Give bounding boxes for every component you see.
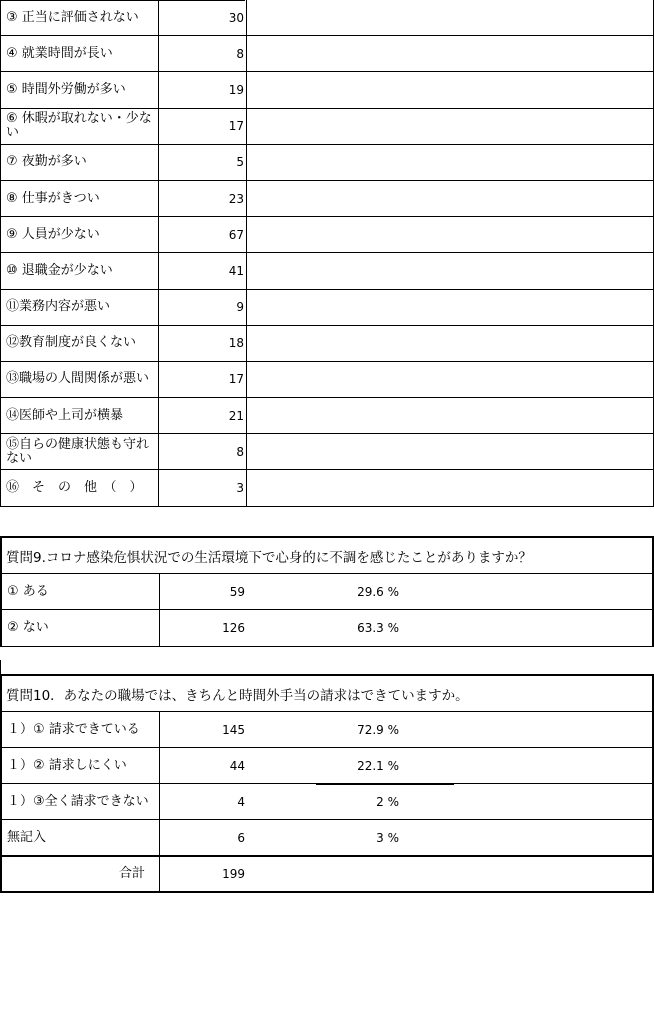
table-row xyxy=(0,72,654,108)
row-label: 無記入 xyxy=(2,820,160,855)
table-row xyxy=(0,470,654,506)
row-count: 59 xyxy=(229,584,245,599)
row-label: ⑮自らの健康状態も守れない xyxy=(1,434,159,469)
table-row xyxy=(0,217,654,253)
table-row xyxy=(0,362,654,398)
row-label: ⑦ 夜勤が多い xyxy=(1,145,159,180)
row-count: 145 xyxy=(222,722,245,737)
row-count: 126 xyxy=(222,621,245,635)
row-label: ⑬職場の人間関係が悪い xyxy=(1,362,159,397)
row-label: ④ 就業時間が長い xyxy=(1,36,159,71)
table-row xyxy=(2,610,652,646)
table-row xyxy=(0,181,654,217)
row-label: ⑤ 時間外労働が多い xyxy=(1,72,159,107)
row-count: 17 xyxy=(228,372,244,387)
table-row xyxy=(2,784,652,820)
row-count: 44 xyxy=(229,758,245,773)
row-count: 8 xyxy=(236,46,244,61)
row-percent: 3 % xyxy=(376,830,399,845)
table-row xyxy=(2,748,652,784)
row-label: １）② 請求しにくい xyxy=(2,748,160,783)
divider xyxy=(0,660,1,674)
table-row xyxy=(0,326,654,362)
table-row xyxy=(0,253,654,289)
table-row xyxy=(2,820,652,856)
table-row xyxy=(0,145,654,181)
total-count: 199 xyxy=(222,867,245,881)
row-label: ⑫教育制度が良くない xyxy=(1,326,159,361)
row-label: ⑯ そ の 他 （ ） xyxy=(1,470,159,505)
row-percent: 22.1 % xyxy=(357,758,399,773)
table-row xyxy=(0,0,654,36)
question9-table xyxy=(0,536,654,647)
row-count: 30 xyxy=(228,10,244,25)
row-count: 8 xyxy=(236,444,244,459)
row-label: ⑨ 人員が少ない xyxy=(1,217,159,252)
row-percent: 29.6 % xyxy=(357,584,399,599)
total-label: 合計 xyxy=(2,857,160,891)
row-count: 19 xyxy=(228,82,244,97)
row-count: 9 xyxy=(236,300,244,315)
row-count: 6 xyxy=(237,830,245,845)
table-row xyxy=(0,36,654,72)
row-label: ① ある xyxy=(2,574,160,609)
table-row xyxy=(0,434,654,470)
reasons-table xyxy=(0,0,654,507)
row-count: 3 xyxy=(236,481,244,496)
row-count: 4 xyxy=(237,794,245,809)
row-label: ⑩ 退職金が少ない xyxy=(1,253,159,288)
table-row xyxy=(0,109,654,145)
row-label: ⑧ 仕事がきつい xyxy=(1,181,159,216)
total-row xyxy=(2,856,652,891)
table-row xyxy=(0,290,654,326)
table-row xyxy=(2,712,652,748)
question9-title: 質問9.コロナ感染危惧状況での生活環境下で心身的に不調を感じたことがありますか？ xyxy=(2,538,652,574)
divider xyxy=(316,784,454,785)
row-count: 18 xyxy=(228,336,244,351)
table-row xyxy=(0,398,654,434)
row-label: ⑥ 休暇が取れない・少ない xyxy=(1,109,159,144)
row-label: ② ない xyxy=(2,610,160,646)
row-label: ⑪業務内容が悪い xyxy=(1,290,159,325)
row-label: ③ 正当に評価されない xyxy=(1,0,159,35)
row-percent: 2 % xyxy=(376,794,399,809)
question10-title: 質問10．あなたの職場では、きちんと時間外手当の請求はできていますか。 xyxy=(2,676,652,712)
row-label: １）① 請求できている xyxy=(2,712,160,747)
row-count: 21 xyxy=(228,408,244,423)
row-label: １）③全く請求できない xyxy=(2,784,160,819)
row-count: 17 xyxy=(228,119,244,134)
row-count: 41 xyxy=(228,263,244,278)
table-row xyxy=(2,574,652,610)
row-percent: 72.9 % xyxy=(357,722,399,737)
row-percent: 63.3 % xyxy=(357,621,399,635)
row-count: 23 xyxy=(228,191,244,206)
row-count: 67 xyxy=(228,227,244,242)
row-label: ⑭医師や上司が横暴 xyxy=(1,398,159,433)
row-count: 5 xyxy=(236,155,244,170)
